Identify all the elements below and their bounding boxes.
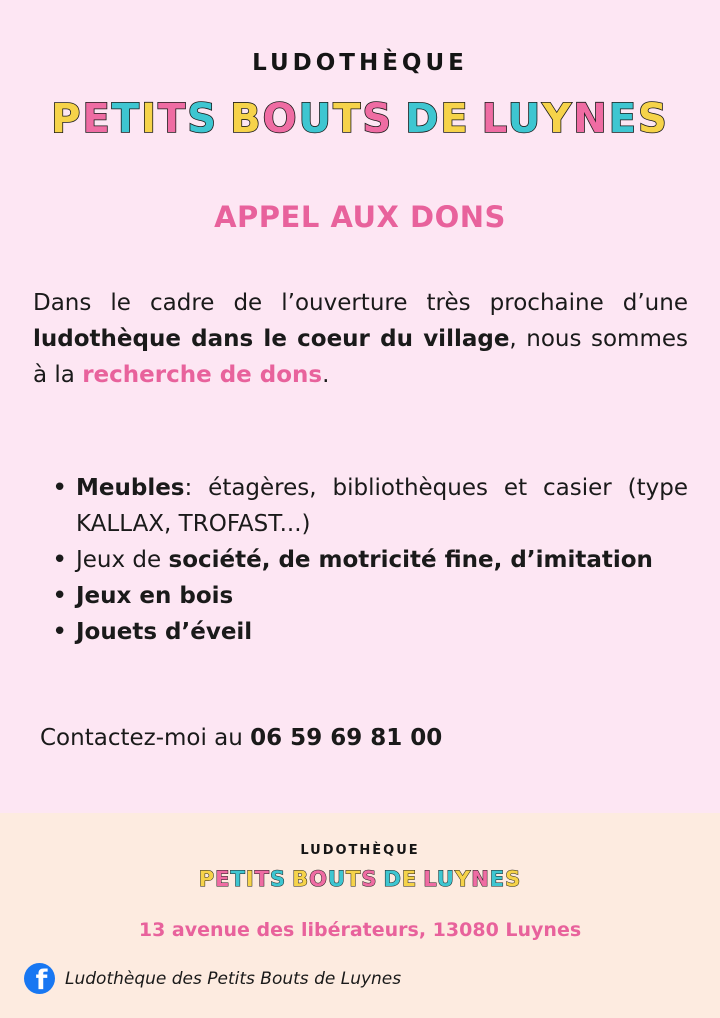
footer-title-letter: S <box>269 867 287 891</box>
footer-title-word <box>423 867 521 891</box>
footer-title-letter: L <box>423 867 437 891</box>
main-title-letter: D <box>405 96 441 142</box>
facebook-page-name[interactable]: Ludothèque des Petits Bouts de Luynes <box>65 968 402 989</box>
main-title-letter: O <box>262 96 299 142</box>
list-item-text: : étagères, bibliothèques et casier (type KALLAX, TROFAST...) <box>76 475 688 537</box>
footer-title-word <box>383 867 417 891</box>
appeal-title: APPEL AUX DONS <box>214 200 506 234</box>
main-title-letter: L <box>481 96 508 142</box>
footer-title-word <box>199 867 286 891</box>
footer-title-letter: E <box>489 867 506 891</box>
list-item <box>52 578 688 614</box>
main-title-word <box>482 96 669 142</box>
donation-list <box>52 470 688 650</box>
contact-phone[interactable]: 06 59 69 81 00 <box>250 725 443 751</box>
list-item-bold: société, de motricité fine, d’imitation <box>168 547 653 573</box>
main-title-letter: B <box>230 96 263 142</box>
main-title-letter: N <box>573 96 609 142</box>
facebook-icon[interactable]: f <box>24 963 55 994</box>
list-item <box>52 470 688 542</box>
main-title <box>0 96 720 142</box>
list-item-bold: Jeux en bois <box>76 583 234 609</box>
main-title-letter: T <box>157 96 188 142</box>
footer-title-letter: E <box>215 867 231 891</box>
main-title-letter: E <box>608 96 639 142</box>
footer-title-letter: T <box>230 867 246 891</box>
footer-address: 13 avenue des libérateurs, 13080 Luynes <box>138 919 582 941</box>
header-subtitle: LUDOTHÈQUE <box>252 50 468 76</box>
list-item-bold: Jouets d’éveil <box>76 619 253 645</box>
intro-text-2: , nous sommes à la <box>33 326 689 388</box>
footer-title-letter: U <box>327 867 347 891</box>
footer <box>0 813 720 1018</box>
footer-title-letter: O <box>309 867 328 891</box>
footer-title-letter: T <box>254 867 270 891</box>
contact-label: Contactez-moi au <box>40 725 251 751</box>
main-title-letter: E <box>82 96 112 142</box>
footer-title-letter: I <box>245 867 255 891</box>
main-title-letter: I <box>141 96 158 142</box>
main-title-word <box>51 96 218 142</box>
intro-text-3: . <box>322 362 330 388</box>
footer-title-letter: T <box>346 867 362 891</box>
main-title-letter: U <box>507 96 543 142</box>
list-item-bold: Meubles <box>76 475 185 501</box>
intro-pink: recherche de dons <box>82 362 323 388</box>
main-title-word <box>405 96 470 142</box>
main-title-letter: U <box>298 96 334 142</box>
intro-text-1: Dans le cadre de l’ouverture très prochaine d’une <box>33 290 688 316</box>
list-item <box>52 542 688 578</box>
list-item-text: Jeux de <box>76 547 169 573</box>
main-title-letter: E <box>440 96 470 142</box>
footer-title-letter: E <box>401 867 418 891</box>
footer-title-letter: S <box>361 867 378 891</box>
contact-line <box>40 725 442 751</box>
footer-title-letter: B <box>292 867 310 891</box>
main-title-letter: S <box>187 96 219 142</box>
main-title-letter: P <box>51 96 83 142</box>
footer-social[interactable] <box>24 963 401 994</box>
footer-title-letter: S <box>505 867 522 891</box>
main-title-letter: Y <box>542 96 574 142</box>
footer-subtitle: LUDOTHÈQUE <box>300 843 420 858</box>
intro-bold: ludothèque dans le coeur du village <box>33 326 510 352</box>
footer-title-letter: N <box>471 867 490 891</box>
main-title-letter: S <box>638 96 669 142</box>
main-title-word <box>230 96 393 142</box>
footer-title-letter: Y <box>454 867 472 891</box>
intro-paragraph <box>33 285 688 393</box>
main-title-letter: T <box>333 96 363 142</box>
footer-title-letter: U <box>436 867 455 891</box>
footer-title-word <box>292 867 377 891</box>
footer-title <box>0 867 720 891</box>
main-title-letter: S <box>362 96 394 142</box>
footer-title-letter: P <box>198 867 216 891</box>
main-title-letter: T <box>111 96 142 142</box>
footer-title-letter: D <box>383 867 402 891</box>
list-item <box>52 614 688 650</box>
